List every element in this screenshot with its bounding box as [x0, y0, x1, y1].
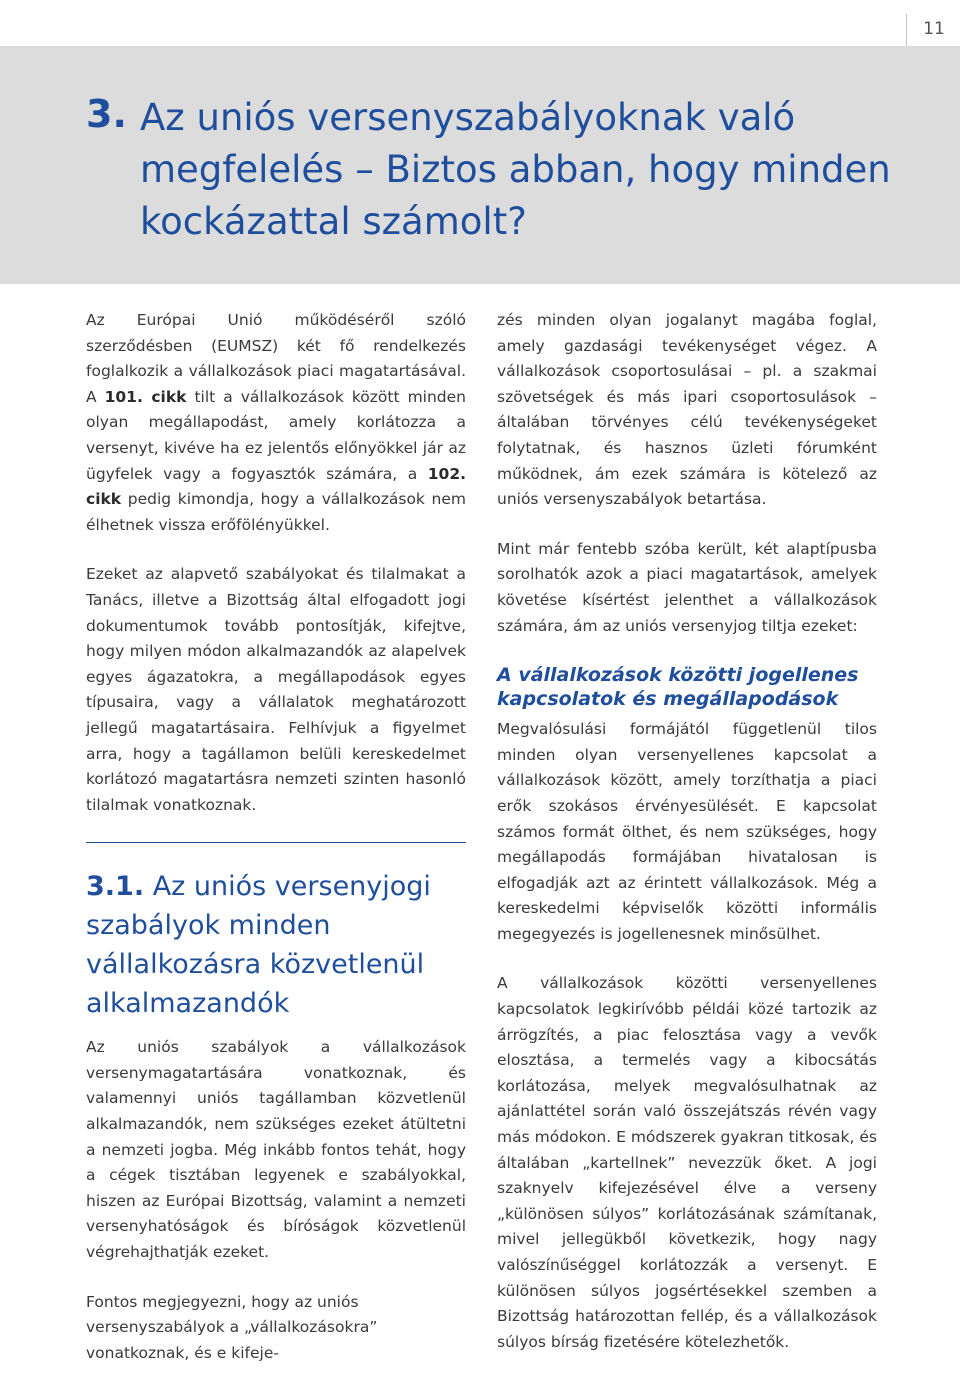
agreements-paragraph: Megvalósulási formájától függetlenül tilos minden olyan versenyellenes kapcsolat a vállalkozások között, amely torzíthatja a piaci erők szokásos érvényesülését. E kapcsolat számos formát ölthet, és nem szükséges, hogy megállapodás formájában hivatalosan is elfogadják azt az érintett vállalkozások. Még a kereskedelmi képviselők közötti informális megegyezés is jogellenesnek minősülhet.: [497, 720, 877, 943]
article-102-ref: 102. cikk: [86, 464, 466, 509]
section-heading: [86, 867, 466, 1023]
rules-paragraph: Ezeket az alapvető szabályokat és tilalmakat a Tanács, illetve a Bizottság által elfogadott jogi dokumentumok tovább pontosítják, kifejtve, hogy milyen módon alkalmazandók az alapelvek egyes ágazatokra, a megállapodások egyes típusaira, vagy a vállalatok meghatározott jellegű magatartásaira. Felhívjuk a figyelmet arra, hogy a tagállamon belüli kereskedelmet korlátozó magatartásra nemzeti szinten hasonló tilalmak vonatkoznak.: [86, 565, 466, 814]
chapter-number: 3.: [86, 92, 127, 136]
text-span: Az Európai Unió működéséről szóló szerződésben (EUMSZ) két fő rendelkezés foglalkozik a vállalkozások piaci magatartásával. A: [86, 311, 466, 406]
section-number: 3.1.: [86, 871, 145, 903]
section-divider: [86, 842, 466, 843]
right-column: [497, 308, 877, 1379]
page-number: 11: [906, 14, 960, 46]
section-title: Az uniós versenyjogi szabályok minden vállalkozásra közvetlenül alkalmazandók: [86, 871, 431, 1020]
intro-paragraph: [86, 308, 466, 538]
continuation-paragraph: zés minden olyan jogalanyt magába foglal, amely gazdasági tevékenységet végez. A vállalkozások csoportosulásai – pl. a szakmai szövetségek és más ipari csoportosulások – általában törvényes célú tevékenységeket folytatnak, és hasznos üzleti fórumként működnek, ám ezek számára is kötelező az uniós versenyszabályok betartása.: [497, 311, 877, 509]
agreements-heading: A vállalkozások közötti jogellenes kapcsolatok és megállapodások: [497, 664, 859, 711]
article-101-ref: 101. cikk: [104, 387, 187, 406]
chapter-title: Az uniós versenyszabályoknak való megfelelés – Biztos abban, hogy minden kockázattal számolt?: [140, 96, 891, 243]
text-span: tilt a vállalkozások között minden olyan megállapodást, amely korlátozza a versenyt, kivéve ha ez jelentős előnyökkel jár az ügyfelek vagy a fogyasztók számára, a: [86, 387, 466, 483]
cartels-paragraph: A vállalkozások közötti versenyellenes kapcsolatok legkirívóbb példái közé tartozik az árrögzítés, a piac felosztása vagy a vevők elosztása, a termelés vagy a kibocsátás korlátozása, melyek megvalósulhatnak az ajánlattétel során való összejátszás révén vagy más módokon. E módszerek gyakran titkosak, és általában „kartellnek” nevezzük őket. A jogi szaknyelv kifejezésével élve a verseny „különösen súlyos” korlátozásának számítanak, mivel jellegükből következik, hogy nagy valószínűséggel korlátozzák a versenyt. E különösen súlyos jogsértésekkel szemben a Bizottság határozottan fellép, és a vállalkozások súlyos bírság fizetésére kötelezhetők.: [497, 974, 877, 1351]
text-span: pedig kimondja, hogy a vállalkozások nem élhetnek vissza erőfölényükkel.: [86, 490, 466, 534]
undertakings-paragraph: Fontos megjegyezni, hogy az uniós versenyszabályok a „vállalkozásokra” vonatkoznak, és e kifeje-: [86, 1292, 378, 1362]
left-column: [86, 308, 466, 1390]
two-types-paragraph: Mint már fentebb szóba került, két alaptípusba sorolhatók azok a piaci magatartások, amelyek követése kísértést jelenthet a vállalkozások számára, ám az uniós versenyjog tiltja ezeket:: [497, 539, 877, 635]
direct-application-paragraph: Az uniós szabályok a vállalkozások versenymagatartására vonatkoznak, és valamennyi uniós tagállamban közvetlenül alkalmazandók, nem szükséges ezeket átültetni a nemzeti jogba. Még inkább fontos tehát, hogy a cégek tisztában legyenek e szabályokkal, hiszen az Európai Bizottság, valamint a nemzeti versenyhatóságok és bíróságok közvetlenül végrehajthatják ezeket.: [86, 1038, 466, 1262]
